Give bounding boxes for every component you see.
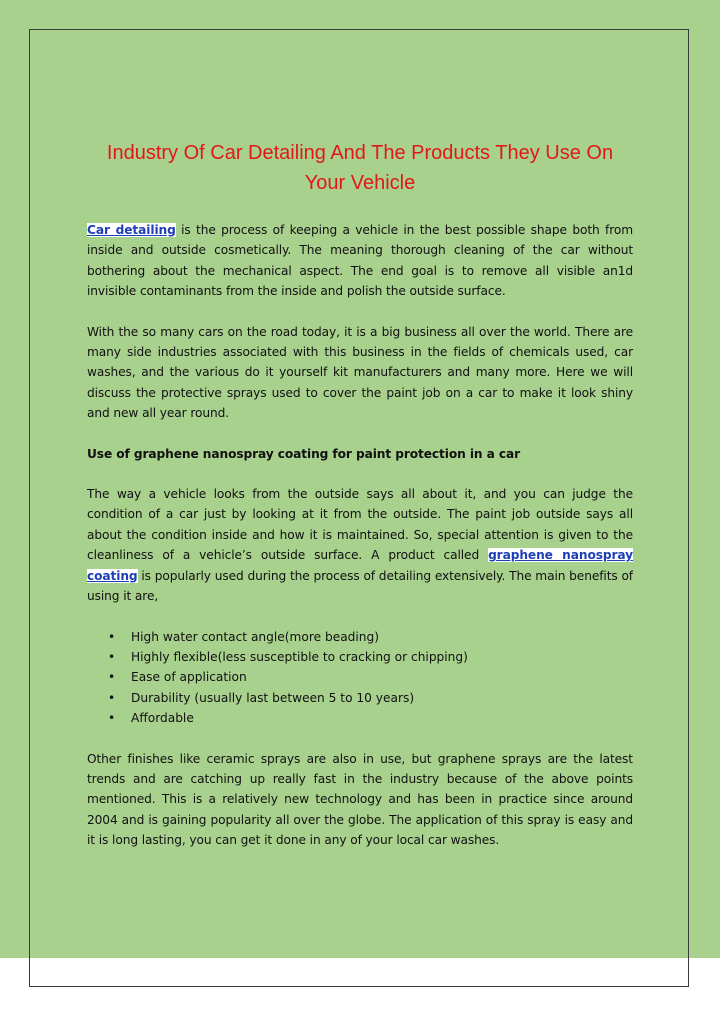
industry-paragraph: With the so many cars on the road today, it is a big business all over the world. There are many side industries associated with this business in the fields of chemicals used, car washes, and the various do it yourself kit manufacturers and many more. Here we will discuss the protective sprays used to cover the paint job on a car to make it look shiny and new all year round. <box>87 324 633 421</box>
benefit-text: High water contact angle(more beading) <box>131 629 380 644</box>
benefit-text: Highly flexible(less susceptible to cracking or chipping) <box>131 649 468 664</box>
graphene-paragraph-before: The way a vehicle looks from the outside says all about it, and you can judge the condition of a car just by looking at it from the outside. The paint job outside says all about the condition inside and how it is maintained. So, special attention is given to the cleanliness of a vehicle’s outside surface. A product called <box>87 487 633 563</box>
graphene-paragraph <box>87 484 633 606</box>
bullet-icon: • <box>108 690 116 705</box>
bullet-icon: • <box>108 629 116 644</box>
bullet-icon: • <box>108 670 116 685</box>
intro-paragraph <box>87 220 633 302</box>
graphene-paragraph-after: is popularly used during the process of detailing extensively. The main benefits of using it are, <box>87 568 633 604</box>
benefit-item <box>108 667 633 687</box>
benefit-text: Durability (usually last between 5 to 10 years) <box>131 690 415 705</box>
document-content <box>87 138 633 871</box>
benefit-item <box>108 688 633 708</box>
benefit-item <box>108 647 633 667</box>
intro-paragraph-text: is the process of keeping a vehicle in the best possible shape both from inside and outside cosmetically. The meaning thorough cleaning of the car without bothering about the mechanical aspect. The end goal is to remove all visible an1d invisible contaminants from the inside and polish the outside surface. <box>87 223 633 299</box>
graphene-nanospray-link[interactable]: graphene nanospray coating <box>87 548 633 583</box>
bullet-icon: • <box>108 711 116 726</box>
section-heading: Use of graphene nanospray coating for paint protection in a car <box>87 446 521 461</box>
benefit-text: Ease of application <box>131 670 247 685</box>
benefits-list <box>87 627 633 729</box>
bullet-icon: • <box>108 649 116 664</box>
benefit-item <box>108 627 633 647</box>
document-title: Industry Of Car Detailing And The Products They Use On Your Vehicle <box>106 142 614 194</box>
benefit-item <box>108 708 633 728</box>
conclusion-paragraph: Other finishes like ceramic sprays are also in use, but graphene sprays are the latest trends and are catching up really fast in the industry because of the above points mentioned. This is a relatively new technology and has been in practice since around 2004 and is gaining popularity all over the globe. The application of this spray is easy and it is long lasting, you can get it done in any of your local car washes. <box>87 751 633 848</box>
benefit-text: Affordable <box>131 711 194 726</box>
car-detailing-link[interactable]: Car detailing <box>87 223 176 237</box>
